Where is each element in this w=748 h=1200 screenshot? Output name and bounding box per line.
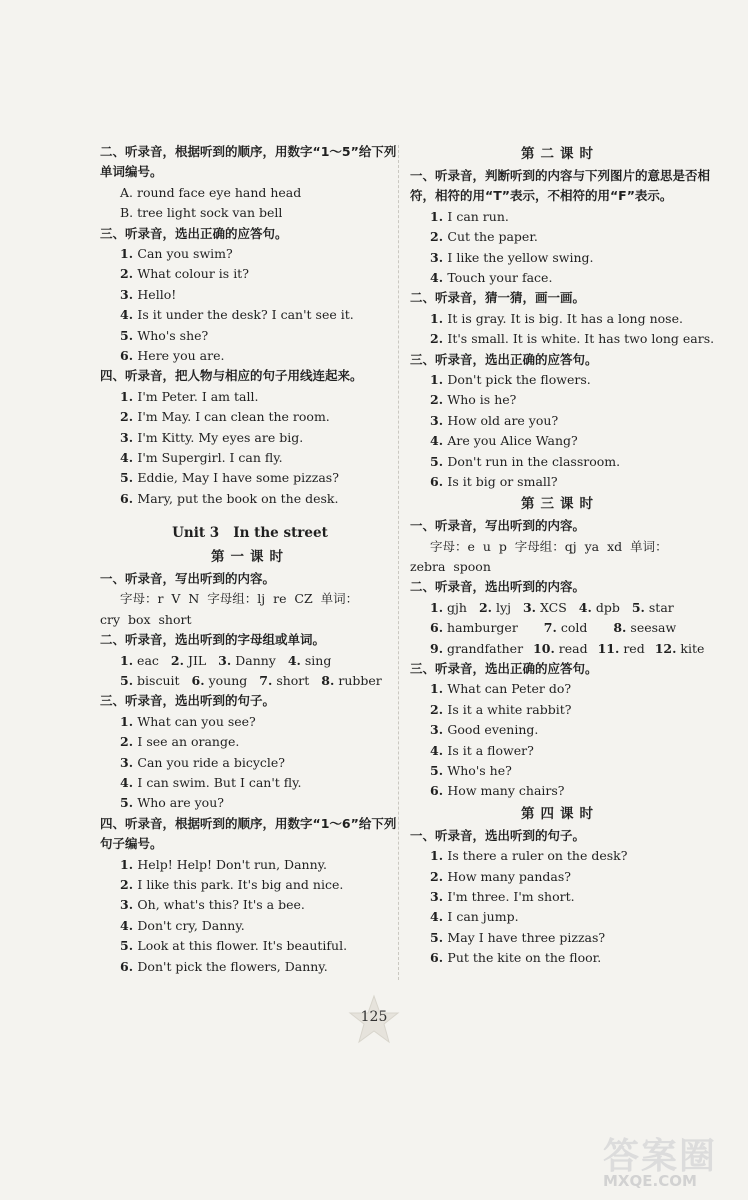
choice-item: 9. grandfather (430, 640, 524, 656)
column-divider (398, 145, 399, 980)
section-heading: 二、听录音，根据听到的顺序，用数字“1～5”给下列单词编号。 (100, 144, 397, 180)
choice-item: 7. cold (543, 620, 588, 636)
section-heading: 三、听录音，选出正确的应答句。 (410, 351, 598, 367)
list-item: 2. Who is he? (430, 392, 517, 408)
page-number-badge (348, 994, 400, 1046)
list-item: 1. Don't pick the flowers. (430, 371, 591, 387)
answer-line: 字母：r V N 字母组：lj re CZ 单词： (120, 591, 359, 607)
watermark-url: MXQE.COM (603, 1172, 697, 1190)
choice-row (100, 651, 400, 671)
choice-item: 12. kite (654, 640, 705, 656)
lesson-title: 第四课时 (521, 805, 599, 822)
choice-row (100, 671, 400, 691)
list-item: 1. Can you swim? (120, 245, 233, 261)
list-item: 6. Here you are. (120, 347, 225, 363)
list-item: 3. Oh, what's this? It's a bee. (120, 897, 305, 913)
list-item: 3. How old are you? (430, 412, 559, 428)
list-item: 2. I like this park. It's big and nice. (120, 876, 344, 892)
choice-item: 6. young (191, 673, 248, 689)
word-row: B. tree light sock van bell (120, 205, 283, 221)
choice-item: 10. read (533, 640, 588, 656)
list-item: 1. What can you see? (120, 713, 256, 729)
list-item: 1. What can Peter do? (430, 681, 572, 697)
section-heading: 一、听录音，写出听到的内容。 (410, 518, 586, 534)
answer-line: cry box short (100, 611, 192, 627)
section-heading: 四、听录音，根据听到的顺序，用数字“1～6”给下列句子编号。 (100, 815, 397, 852)
choice-item: 1. eac (120, 652, 159, 668)
choice-item: 5. star (631, 599, 674, 615)
choice-item: 8. rubber (321, 673, 382, 689)
list-item: 1. I'm Peter. I am tall. (120, 388, 259, 404)
list-item: 5. May I have three pizzas? (430, 929, 606, 945)
list-item: 3. Can you ride a bicycle? (120, 754, 285, 770)
list-item: 1. I can run. (430, 208, 509, 224)
section-heading: 四、听录音，把人物与相应的句子用线连起来。 (100, 368, 363, 384)
lesson-title: 第一课时 (211, 549, 289, 566)
choice-item: 3. Danny (218, 652, 276, 668)
list-item: 3. Good evening. (430, 722, 539, 738)
list-item: 6. Mary, put the book on the desk. (120, 490, 339, 506)
section-heading: 一、听录音，判断听到的内容与下列图片的意思是否相符，相符的用“T”表示，不相符的用“F”表示。 (410, 168, 711, 204)
choice-row (410, 598, 710, 618)
answer-line: zebra spoon (410, 559, 491, 575)
choice-item: 4. dpb (578, 599, 620, 615)
choice-item: 2. lyj (478, 599, 511, 615)
list-item: 2. I see an orange. (120, 734, 240, 750)
choice-item: 3. XCS (522, 599, 567, 615)
choice-item: 6. hamburger (430, 620, 518, 636)
lesson-title: 第二课时 (521, 146, 599, 162)
choice-item: 8. seesaw (613, 620, 677, 636)
choice-row (410, 618, 710, 638)
section-heading: 一、听录音，写出听到的内容。 (100, 571, 276, 587)
list-item: 2. I'm May. I can clean the room. (120, 409, 330, 425)
right-column (410, 142, 715, 968)
list-item: 5. Eddie, May I have some pizzas? (120, 470, 339, 486)
section-heading: 二、听录音，选出听到的内容。 (410, 579, 586, 595)
list-item: 2. How many pandas? (430, 868, 571, 884)
section-heading: 三、听录音，选出正确的应答句。 (410, 661, 598, 677)
choice-row (410, 639, 710, 659)
lesson-title: 第三课时 (521, 496, 599, 513)
page-number: 125 (360, 1009, 388, 1025)
word-row: A. round face eye hand head (120, 184, 302, 200)
list-item: 2. Is it a white rabbit? (430, 701, 572, 717)
choice-item: 4. sing (287, 652, 332, 668)
site-watermark (603, 1128, 743, 1196)
list-item: 2. What colour is it? (120, 266, 249, 282)
list-item: 4. I'm Supergirl. I can fly. (120, 449, 283, 465)
list-item: 1. Is there a ruler on the desk? (430, 848, 628, 864)
list-item: 3. I'm three. I'm short. (430, 888, 575, 904)
unit-title: Unit 3 In the street (172, 525, 328, 542)
list-item: 5. Don't run in the classroom. (430, 453, 621, 469)
choice-item: 2. JIL (170, 652, 207, 668)
choice-item: 7. short (259, 673, 310, 689)
list-item: 4. Are you Alice Wang? (430, 433, 578, 449)
list-item: 3. Hello! (120, 286, 177, 302)
list-item: 4. I can jump. (430, 909, 519, 925)
list-item: 1. It is gray. It is big. It has a long nose. (430, 310, 683, 326)
section-heading: 三、听录音，选出正确的应答句。 (100, 225, 288, 241)
list-item: 3. I like the yellow swing. (430, 249, 594, 265)
section-heading: 二、听录音，选出听到的字母组或单词。 (100, 632, 326, 648)
choice-item: 1. gjh (430, 599, 467, 615)
list-item: 6. Put the kite on the floor. (430, 950, 602, 966)
list-item: 5. Look at this flower. It's beautiful. (120, 938, 348, 954)
list-item: 3. I'm Kitty. My eyes are big. (120, 429, 304, 445)
choice-item: 11. red (597, 640, 645, 656)
list-item: 4. I can swim. But I can't fly. (120, 774, 302, 790)
list-item: 2. It's small. It is white. It has two long ears. (430, 331, 715, 347)
list-item: 5. Who's he? (430, 762, 512, 778)
list-item: 6. How many chairs? (430, 783, 565, 799)
list-item: 4. Is it a flower? (430, 742, 534, 758)
watermark-logo: 答案圈 (603, 1136, 718, 1177)
answer-line: 字母：e u p 字母组：qj ya xd 单词： (430, 538, 668, 554)
list-item: 5. Who's she? (120, 327, 209, 343)
list-item: 5. Who are you? (120, 795, 224, 811)
list-item: 4. Don't cry, Danny. (120, 917, 245, 933)
list-item: 4. Touch your face. (430, 269, 553, 285)
list-item: 6. Is it big or small? (430, 473, 558, 489)
section-heading: 二、听录音，猜一猜，画一画。 (410, 290, 586, 306)
section-heading: 一、听录音，选出听到的句子。 (410, 827, 586, 843)
list-item: 4. Is it under the desk? I can't see it. (120, 307, 354, 323)
left-column (100, 142, 400, 977)
list-item: 1. Help! Help! Don't run, Danny. (120, 856, 327, 872)
choice-item: 5. biscuit (120, 673, 180, 689)
section-heading: 三、听录音，选出听到的句子。 (100, 693, 276, 709)
list-item: 2. Cut the paper. (430, 229, 538, 245)
list-item: 6. Don't pick the flowers, Danny. (120, 958, 328, 974)
